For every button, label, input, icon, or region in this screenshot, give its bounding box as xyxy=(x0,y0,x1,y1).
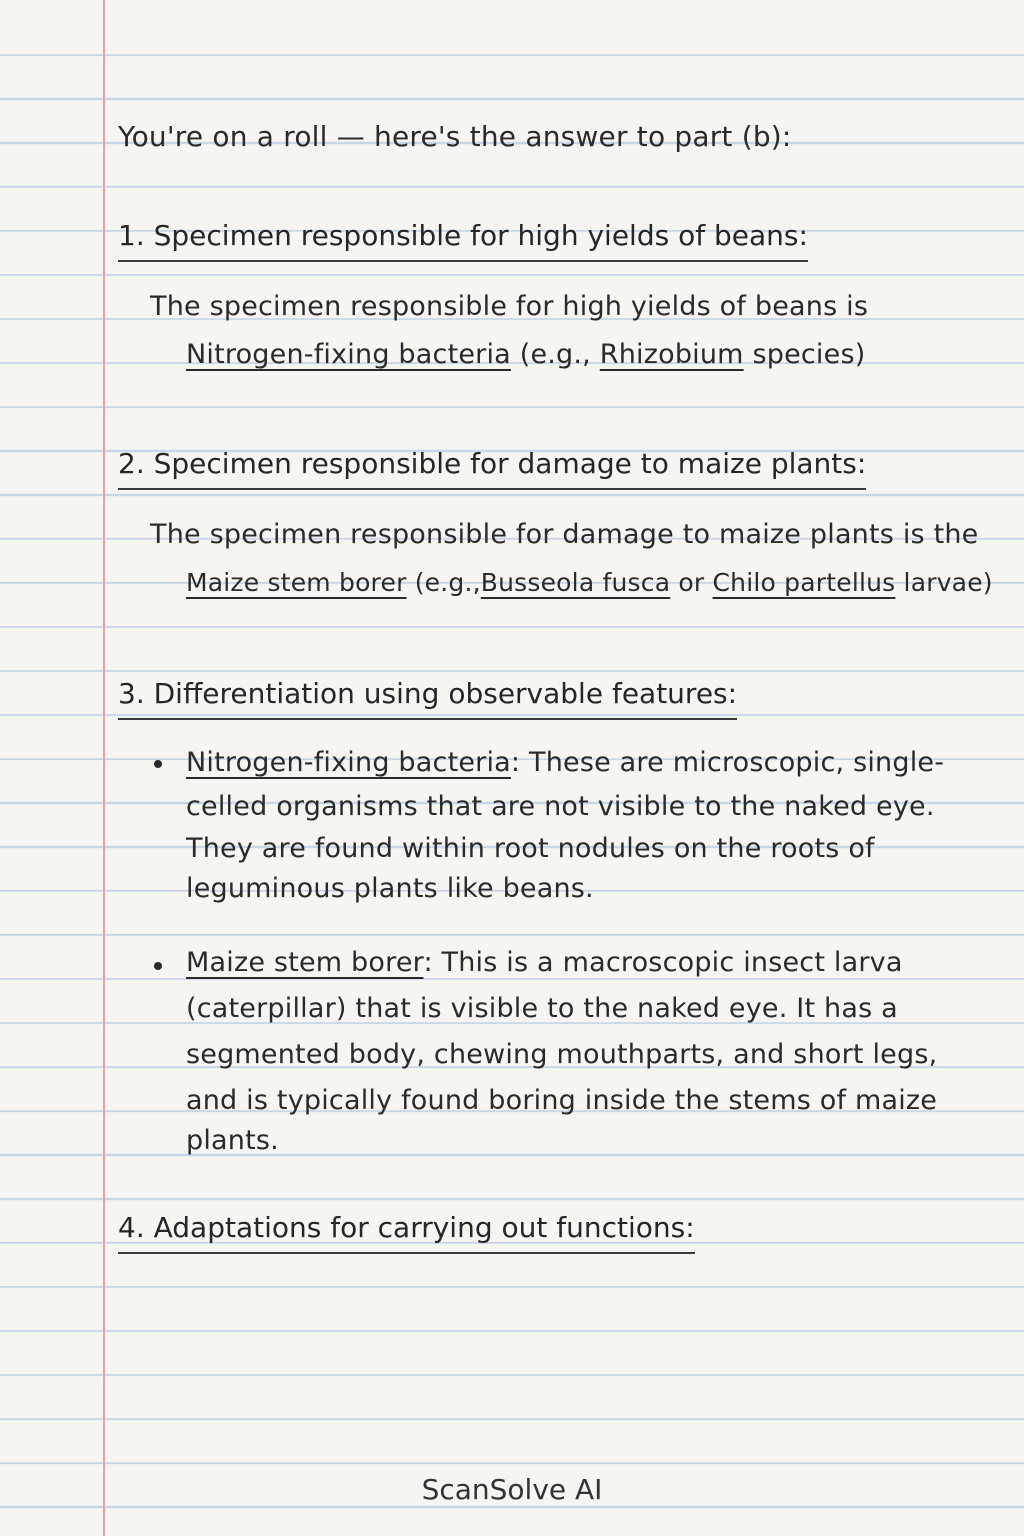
bullet-dot xyxy=(154,760,162,768)
bullet-dot xyxy=(154,962,162,970)
bullet-2-line-5: plants. xyxy=(186,1125,279,1156)
species-text: species) xyxy=(752,339,866,370)
bullet-2-term: Maize stem borer xyxy=(186,947,424,978)
bullet-1-text: : These are microscopic, single- xyxy=(510,747,945,778)
bullet-1-line-3: They are found within root nodules on the roots of xyxy=(186,833,875,864)
term-busseola-fusca: Busseola fusca xyxy=(480,568,671,597)
term-chilo-partellus: Chilo partellus xyxy=(712,568,896,597)
eg-text: (e.g., xyxy=(414,568,481,597)
bullet-2-line-3: segmented body, chewing mouthparts, and short legs, xyxy=(186,1039,938,1070)
section-2-heading: 2. Specimen responsible for damage to maize plants: xyxy=(118,446,866,490)
section-3-heading: 3. Differentiation using observable features: xyxy=(118,676,737,720)
bullet-2-line-1 xyxy=(186,946,903,980)
bullet-1-line-1 xyxy=(186,746,944,780)
larvae-text: larvae) xyxy=(903,568,993,597)
section-1-heading: 1. Specimen responsible for high yields of beans: xyxy=(118,218,808,262)
bullet-2-line-2: (caterpillar) that is visible to the naked eye. It has a xyxy=(186,993,898,1024)
bullet-1-line-4: leguminous plants like beans. xyxy=(186,873,594,904)
bullet-2-text: : This is a macroscopic insect larva xyxy=(423,947,903,978)
bullet-2-line-4: and is typically found boring inside the stems of maize xyxy=(186,1085,938,1116)
or-text: or xyxy=(678,568,705,597)
footer-brand: ScanSolve AI xyxy=(421,1473,603,1506)
section-1-body-line-1: The specimen responsible for high yields of beans is xyxy=(150,291,869,322)
term-nitrogen-fixing-bacteria: Nitrogen-fixing bacteria xyxy=(186,339,511,370)
section-2-body-line-1: The specimen responsible for damage to maize plants is the xyxy=(150,519,979,550)
section-2-body-line-2 xyxy=(186,566,993,600)
term-maize-stem-borer: Maize stem borer xyxy=(186,568,407,597)
bullet-1-line-2: celled organisms that are not visible to the naked eye. xyxy=(186,791,935,822)
eg-text: (e.g., xyxy=(519,339,591,370)
section-4-heading: 4. Adaptations for carrying out functions: xyxy=(118,1210,695,1254)
term-rhizobium: Rhizobium xyxy=(599,339,744,370)
bullet-1-term: Nitrogen-fixing bacteria xyxy=(186,747,511,778)
intro-text: You're on a roll — here's the answer to part (b): xyxy=(118,120,792,153)
section-1-body-line-2 xyxy=(186,338,865,372)
